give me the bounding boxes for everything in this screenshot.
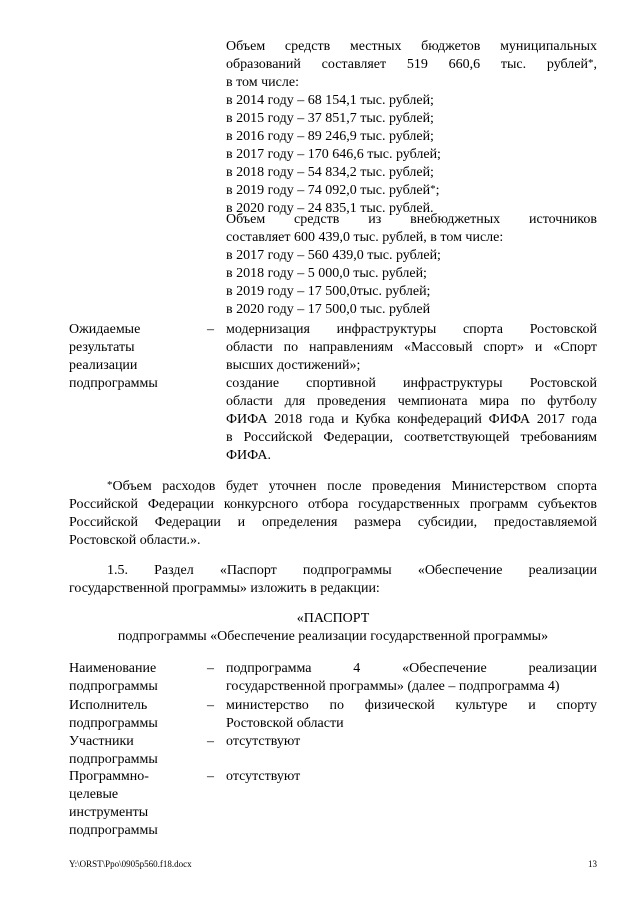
footer-file-path: Y:\ORST\Ppo\0905p560.f18.docx: [69, 859, 192, 869]
extra-budget-line-2: составляет 600 439,0 тыс. рублей, в том числе:: [226, 230, 504, 245]
passport-row-participants-value: отсутствуют: [226, 734, 301, 749]
local-budget-year-2018: в 2018 году – 54 834,2 тыс. рублей;: [226, 165, 434, 180]
page-number: 13: [588, 859, 597, 869]
local-budget-year-2016: в 2016 году – 89 246,9 тыс. рублей;: [226, 129, 434, 144]
passport-subtitle: подпрограммы «Обеспечение реализации государственной программы»: [117, 629, 549, 644]
local-budget-year-2019: в 2019 году – 74 092,0 тыс. рублей*;: [226, 183, 440, 198]
expected-results-dash: –: [207, 322, 214, 337]
extra-budget-year-2017: в 2017 году – 560 439,0 тыс. рублей;: [226, 248, 441, 263]
expected-results-label: Ожидаемые результаты реализации подпрограммы: [69, 322, 158, 391]
footnote-line-2: Российской Федерации конкурсного отбора государственных программ субъектов: [69, 497, 597, 512]
passport-row-name-value: подпрограмма 4 «Обеспечение реализации государственной программы» (далее – подпрограмма 4): [226, 661, 597, 694]
local-budget-line-2: образований составляет 519 660,6 тыс. рублей*,: [226, 57, 597, 72]
extra-budget-year-2020: в 2020 году – 17 500,0 тыс. рублей: [226, 302, 431, 317]
passport-row-executor-label: Исполнитель подпрограммы: [69, 698, 158, 731]
footnote-mark: *: [107, 479, 113, 491]
local-budget-year-2020: в 2020 году – 24 835,1 тыс. рублей.: [226, 201, 434, 216]
passport-row-participants-label: Участники подпрограммы: [69, 734, 158, 767]
expected-results-value: модернизация инфраструктуры спорта Ростовской области по направлениям «Массовый спорт» и «Спорт высших достижений»; создание спортивной инфраструктуры Ростовской области для проведения чемпионата мира по футболу ФИФА 2018 года и Кубка конфедераций ФИФА 2017 года в Российской Федерации, соответствующей требованиям ФИФА.: [226, 322, 597, 463]
extra-budget-line-1: Объем средств из внебюджетных источников: [226, 212, 597, 227]
local-budget-year-2017: в 2017 году – 170 646,6 тыс. рублей;: [226, 147, 441, 162]
passport-row-instruments-label: Программно- целевые инструменты подпрограммы: [69, 769, 158, 838]
passport-row-name-dash: –: [207, 661, 214, 676]
local-budget-line-3: в том числе:: [226, 75, 299, 90]
passport-row-executor-value: министерство по физической культуре и спорту Ростовской области: [226, 698, 597, 731]
passport-row-name-label: Наименование подпрограммы: [69, 661, 158, 694]
extra-budget-year-2018: в 2018 году – 5 000,0 тыс. рублей;: [226, 266, 427, 281]
passport-row-instruments-dash: –: [207, 769, 214, 784]
footnote-mark: *: [430, 183, 436, 195]
footnote-line-1: *Объем расходов будет уточнен после проведения Министерством спорта: [107, 479, 597, 494]
passport-row-participants-dash: –: [207, 734, 214, 749]
section-line-2: государственной программы» изложить в редакции:: [69, 581, 380, 596]
passport-row-executor-dash: –: [207, 698, 214, 713]
extra-budget-block: [226, 211, 597, 319]
footnote-line-3: Российской Федерации и определения размера субсидии, предоставляемой: [69, 515, 597, 530]
extra-budget-year-2019: в 2019 году – 17 500,0тыс. рублей;: [226, 284, 431, 299]
passport-title: «ПАСПОРТ: [296, 611, 370, 626]
footnote-line-4: Ростовской области.».: [69, 533, 201, 548]
local-budget-block: [226, 38, 597, 218]
footnote-paragraph: [69, 478, 597, 550]
footnote-mark: *: [588, 57, 594, 69]
local-budget-year-2014: в 2014 году – 68 154,1 тыс. рублей;: [226, 93, 434, 108]
section-paragraph: [69, 562, 597, 598]
passport-heading: [69, 610, 597, 646]
section-line-1: 1.5. Раздел «Паспорт подпрограммы «Обеспечение реализации: [107, 563, 597, 578]
local-budget-year-2015: в 2015 году – 37 851,7 тыс. рублей;: [226, 111, 434, 126]
passport-row-instruments-value: отсутствуют: [226, 769, 301, 784]
local-budget-line-1: Объем средств местных бюджетов муниципальных: [226, 39, 597, 54]
